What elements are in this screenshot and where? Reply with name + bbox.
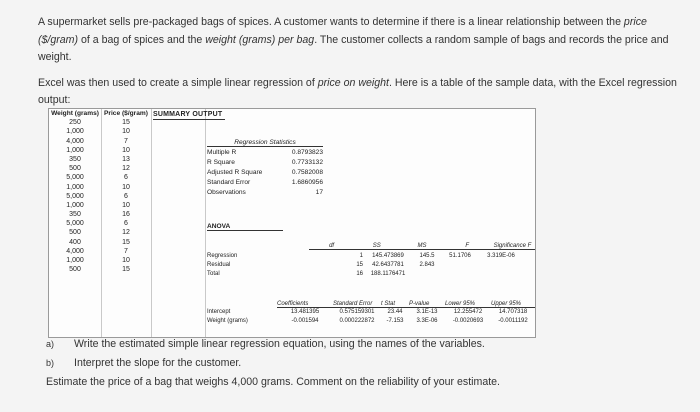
price-cell: 10 (122, 183, 130, 191)
price-header: Price ($/gram) (104, 110, 148, 117)
weight-cell: 1,000 (66, 201, 84, 209)
price-cell: 16 (122, 211, 130, 219)
summary-output (153, 111, 373, 120)
anova-header: MS (417, 243, 427, 249)
price-cell: 10 (122, 257, 130, 264)
question-marker: b) (46, 358, 55, 368)
anova-df: 15 (356, 262, 363, 268)
weight-cell: 400 (69, 238, 81, 246)
anova-df: 16 (356, 271, 363, 277)
grid-line (205, 109, 206, 337)
questions-list (46, 335, 686, 392)
anova-ss: 145.473869 (372, 253, 404, 259)
intro-text: . Here is a table of the sample data, with the Excel regression output: (38, 76, 677, 106)
regression-statistics (207, 139, 323, 198)
coef-t: 23.44 (387, 309, 403, 315)
weight-column (49, 109, 101, 274)
price-cell: 12 (122, 229, 130, 237)
stat-value: 0.8793823 (291, 149, 323, 156)
stat-row (207, 158, 323, 168)
coef-se: 0.000222872 (339, 318, 375, 324)
anova-row-label: Regression (207, 253, 238, 259)
coef-t: -7.153 (386, 318, 404, 324)
weight-cell: 1,000 (66, 183, 84, 191)
price-cell: 7 (124, 137, 128, 145)
weight-header: Weight (grams) (51, 110, 99, 117)
weight-cell: 350 (69, 155, 81, 163)
coef-value: -0.001594 (291, 318, 319, 324)
price-cell: 12 (122, 165, 130, 173)
price-cell: 15 (122, 119, 130, 127)
stat-value: 0.7733132 (291, 159, 323, 166)
price-cell: 10 (122, 146, 130, 154)
summary-title: SUMMARY OUTPUT (153, 111, 225, 120)
stat-label: Multiple R (207, 149, 237, 156)
coef-upper: 14.707318 (498, 309, 528, 315)
coef-row (207, 308, 535, 317)
stat-row (207, 178, 323, 188)
price-cell: 7 (124, 247, 128, 255)
anova-ms: 145.5 (419, 253, 435, 259)
question-a (46, 335, 686, 354)
weight-cell: 4,000 (66, 137, 84, 145)
anova-ss: 188.1176471 (370, 271, 406, 277)
weight-cell: 1,000 (66, 146, 84, 154)
price-variable: price ($/gram) (38, 16, 647, 46)
price-cell: 6 (124, 192, 128, 200)
weight-cell: 250 (69, 119, 81, 127)
stat-label: R Square (207, 159, 235, 166)
coef-row-label: Weight (grams) (207, 318, 248, 324)
coef-row (207, 317, 535, 326)
price-cell: 13 (122, 155, 130, 163)
stat-row (207, 188, 323, 198)
question-c (46, 373, 686, 392)
coef-p: 3.3E-06 (416, 318, 438, 324)
anova-header: F (465, 243, 470, 249)
anova-header: Significance F (493, 243, 532, 249)
intro-text: A supermarket sells pre-packaged bags of spices. A customer wants to determine if there is a linear relationship between the (38, 16, 624, 28)
coef-header: Coefficients (277, 301, 309, 307)
anova-row (207, 252, 537, 261)
intro-text: . The customer collects a random sample of bags and records the price and weight. (38, 33, 669, 63)
coef-header: Standard Error (333, 301, 373, 307)
anova-row-label: Total (207, 271, 220, 277)
regression-statistics-caption: Regression Statistics (207, 139, 323, 147)
stat-label: Adjusted R Square (207, 169, 263, 176)
excel-output-image (48, 108, 536, 338)
price-cell: 6 (124, 220, 128, 228)
weight-variable: weight (grams) per bag (205, 33, 315, 46)
question-marker: a) (46, 339, 55, 349)
price-cell: 10 (122, 201, 130, 209)
question-text: Interpret the slope for the customer. (74, 357, 242, 369)
price-cell: 10 (122, 128, 130, 136)
coef-row-label: Intercept (207, 309, 231, 315)
coefficients-table (207, 308, 535, 326)
stat-row (207, 148, 323, 158)
question-text: Write the estimated simple linear regression equation, using the names of the variables. (74, 338, 485, 350)
coef-lower: -0.0020693 (452, 318, 484, 324)
grid-line (151, 109, 152, 337)
intro-text: Excel was then used to create a simple linear regression of (38, 76, 318, 89)
intro-paragraph-1 (38, 14, 688, 67)
coef-header: t Stat (381, 301, 396, 307)
weight-cell: 500 (69, 266, 81, 274)
weight-cell: 5,000 (66, 220, 84, 228)
stat-label: Standard Error (207, 179, 251, 186)
anova-f: 51.1706 (449, 253, 471, 259)
question-text: Estimate the price of a bag that weighs 4,000 grams. Comment on the reliability of your estimate. (46, 376, 500, 388)
anova-df: 1 (359, 253, 363, 259)
intro-text: of a bag of spices and the (78, 33, 206, 46)
price-cell: 15 (122, 266, 130, 274)
coef-lower: 12.255472 (453, 309, 483, 315)
anova-header-row (309, 243, 535, 250)
problem-statement (38, 14, 688, 116)
stat-value: 17 (315, 189, 323, 196)
anova-row-label: Residual (207, 262, 231, 268)
stat-label: Observations (207, 189, 246, 196)
anova-row (207, 270, 537, 279)
price-column (101, 109, 151, 274)
anova-ss: 42.6437781 (372, 262, 404, 268)
weight-cell: 4,000 (66, 247, 84, 255)
weight-cell: 1,000 (66, 257, 84, 264)
coef-header: Lower 95% (445, 301, 476, 307)
weight-cell: 5,000 (66, 174, 84, 182)
coef-header: P-value (409, 301, 430, 307)
anova-header: SS (372, 243, 381, 249)
coef-value: 13.481395 (290, 309, 320, 315)
question-b (46, 354, 686, 373)
coef-p: 3.1E-13 (416, 309, 438, 315)
coef-upper: -0.0011192 (498, 318, 528, 324)
weight-cell: 1,000 (66, 128, 84, 136)
coef-se: 0.575159301 (339, 309, 375, 315)
stat-row (207, 168, 323, 178)
regression-phrase: price on weight (317, 76, 389, 89)
intro-paragraph-2 (38, 75, 688, 110)
anova-row (207, 261, 537, 270)
price-cell: 15 (122, 238, 130, 246)
stat-value: 0.7582008 (291, 169, 323, 176)
price-cell: 6 (124, 174, 128, 182)
anova-ms: 2.843 (419, 262, 435, 268)
weight-cell: 350 (69, 211, 81, 219)
anova-header: df (329, 243, 335, 249)
weight-cell: 500 (69, 165, 81, 173)
weight-cell: 500 (69, 229, 81, 237)
anova-table (207, 252, 537, 279)
coefficients-header-row (277, 301, 535, 308)
coef-header: Upper 95% (491, 301, 522, 307)
anova-sig: 3.319E-06 (487, 253, 515, 259)
stat-value: 1.6860956 (291, 179, 323, 186)
weight-cell: 5,000 (66, 192, 84, 200)
anova-title: ANOVA (207, 223, 283, 231)
